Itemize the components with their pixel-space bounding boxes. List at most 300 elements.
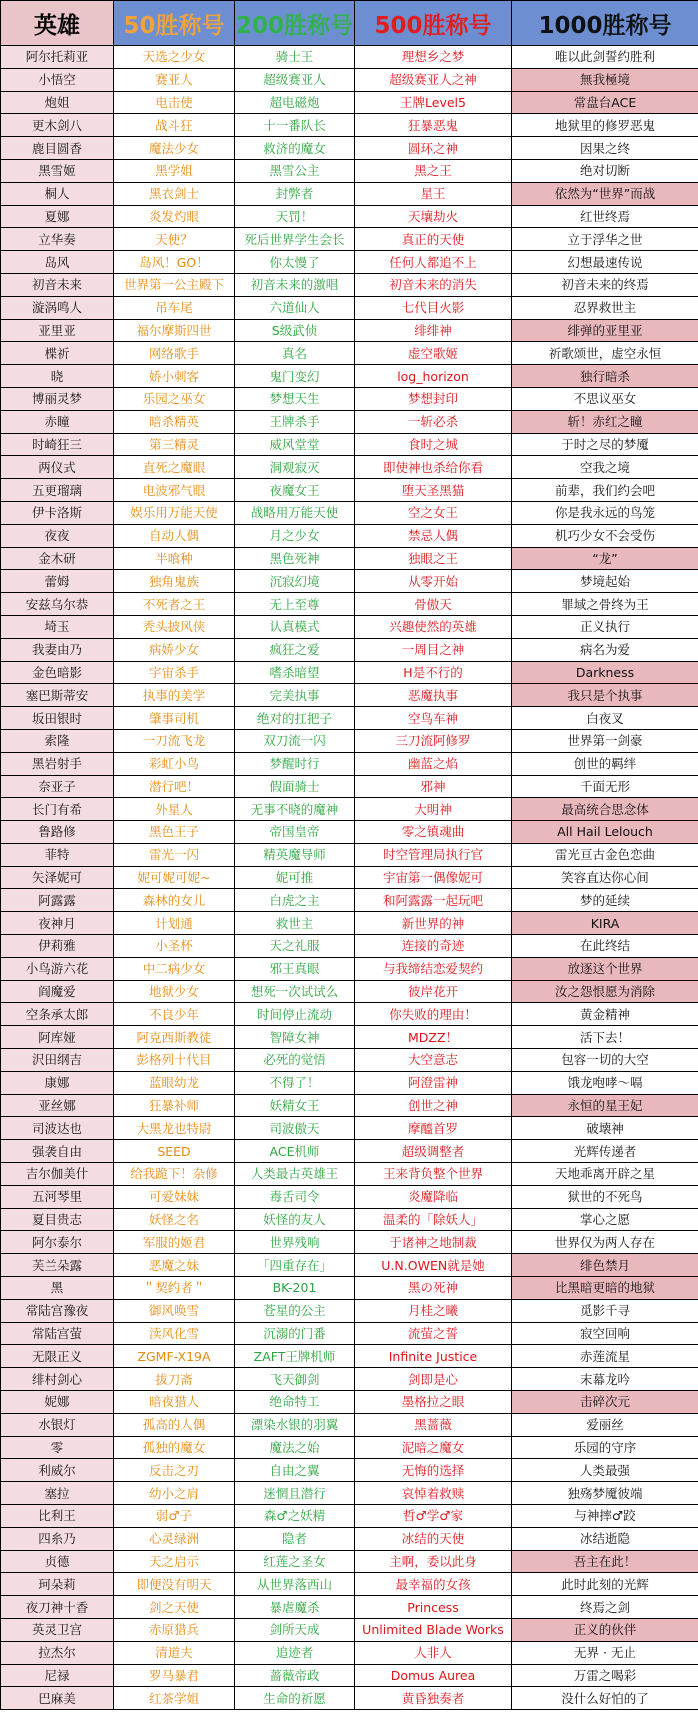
title-1000-cell: 绯色禁月 [512,1254,698,1277]
table-row [1,273,698,296]
title-200-cell: 夜魔女王 [235,479,355,502]
title-500-cell: 人非人 [355,1641,512,1664]
table-row [1,1254,698,1277]
title-1000-cell: 我只是个执事 [512,684,698,707]
title-200-cell: 天之礼服 [235,935,355,958]
title-50-cell: 清道夫 [114,1641,235,1664]
table-row [1,707,698,730]
title-1000-cell: 梦境起始 [512,570,698,593]
title-200-cell: 超级赛亚人 [235,68,355,91]
title-500-cell: 月桂之曦 [355,1299,512,1322]
title-1000-cell: 病名为爱 [512,638,698,661]
title-500-cell: 邪神 [355,775,512,798]
hero-name-cell: 四糸乃 [1,1527,114,1550]
title-500-cell: 一周目之神 [355,638,512,661]
hero-name-cell: 金色暗影 [1,661,114,684]
title-50-cell: 罗马暴君 [114,1664,235,1687]
table-row [1,501,698,524]
title-500-cell: 黑蔷薇 [355,1413,512,1436]
hero-name-cell: 利威尔 [1,1459,114,1482]
table-row [1,1185,698,1208]
title-200-cell: 迷惘且潜行 [235,1482,355,1505]
title-200-cell: 黑色死神 [235,547,355,570]
title-500-cell: 梦想封印 [355,387,512,410]
title-50-cell: 福尔摩斯四世 [114,319,235,342]
title-1000-cell: 正义执行 [512,615,698,638]
title-500-cell: 真正的天使 [355,228,512,251]
hero-name-cell: 强袭自由 [1,1140,114,1163]
title-500-cell: 零之镇魂曲 [355,821,512,844]
table-row [1,1277,698,1300]
hero-name-cell: 蕾姆 [1,570,114,593]
table-row [1,1049,698,1072]
title-200-cell: 死后世界学生会长 [235,228,355,251]
hero-name-cell: 两仪式 [1,456,114,479]
title-50-cell: 地狱少女 [114,980,235,1003]
hero-name-cell: 索隆 [1,729,114,752]
hero-name-cell: 空条承太郎 [1,1003,114,1026]
table-row [1,1345,698,1368]
table-row [1,1596,698,1619]
title-200-cell: 威风堂堂 [235,433,355,456]
hero-name-cell: 埼玉 [1,615,114,638]
title-1000-cell: 爱丽丝 [512,1413,698,1436]
title-50-cell: 娇小刺客 [114,365,235,388]
title-1000-cell: 于时之尽的梦魇 [512,433,698,456]
title-500-cell: 剑即是心 [355,1368,512,1391]
title-50-cell: 可爱妹妹 [114,1185,235,1208]
title-500-cell: 时空管理局执行官 [355,843,512,866]
hero-name-cell: 零 [1,1436,114,1459]
hero-name-cell: 奈亚子 [1,775,114,798]
hero-name-cell: 伊莉雅 [1,935,114,958]
title-50-cell: 半喰种 [114,547,235,570]
title-1000-cell: 万雷之喝彩 [512,1664,698,1687]
title-1000-cell: 饿龙咆哮～嗝 [512,1071,698,1094]
title-200-cell: 真名 [235,342,355,365]
title-200-cell: 红莲之圣女 [235,1550,355,1573]
title-50-cell: 彩虹小鸟 [114,752,235,775]
title-500-cell: 泥暗之魔女 [355,1436,512,1459]
title-500-cell: 哲♂学♂家 [355,1505,512,1528]
hero-name-cell: 鲁路修 [1,821,114,844]
title-1000-cell: 永恒的星王妃 [512,1094,698,1117]
hero-name-cell: 拉杰尔 [1,1641,114,1664]
hero-name-cell: 黑 [1,1277,114,1300]
table-row [1,843,698,866]
title-200-cell: 妮可推 [235,866,355,889]
title-1000-cell: 活下去！ [512,1026,698,1049]
title-200-cell: 绝命特工 [235,1391,355,1414]
title-50-cell: 不死者之王 [114,593,235,616]
title-200-cell: S级武侦 [235,319,355,342]
hero-name-cell: 时崎狂三 [1,433,114,456]
title-200-cell: 双刀流一闪 [235,729,355,752]
hero-name-cell: 长门有希 [1,798,114,821]
hero-name-cell: 我妻由乃 [1,638,114,661]
title-200-cell: 追迹者 [235,1641,355,1664]
title-1000-cell: 赤莲流星 [512,1345,698,1368]
hero-name-cell: 夏目贵志 [1,1208,114,1231]
table-row [1,980,698,1003]
title-50-cell: 肇事司机 [114,707,235,730]
title-200-cell: 救世主 [235,912,355,935]
title-50-cell: 暗夜猎人 [114,1391,235,1414]
hero-name-cell: 夜神月 [1,912,114,935]
title-50-cell: 小圣杯 [114,935,235,958]
title-50-cell: 不良少年 [114,1003,235,1026]
table-row [1,1687,698,1710]
hero-name-cell: 夜夜 [1,524,114,547]
hero-name-cell: 楪祈 [1,342,114,365]
table-row [1,1527,698,1550]
title-500-cell: 与我缔结恋爱契约 [355,957,512,980]
hero-name-cell: 绯村剑心 [1,1368,114,1391]
title-200-cell: 隐者 [235,1527,355,1550]
header-1000-wins: 1000胜称号 [512,1,698,46]
table-row [1,137,698,160]
title-1000-cell: 冰结逝隐 [512,1527,698,1550]
title-50-cell: 弱♂子 [114,1505,235,1528]
hero-name-cell: 康娜 [1,1071,114,1094]
hero-name-cell: 夏娜 [1,205,114,228]
hero-name-cell: 桐人 [1,182,114,205]
title-1000-cell: 世界仅为两人存在 [512,1231,698,1254]
title-1000-cell: Darkness [512,661,698,684]
hero-name-cell: 珂朵莉 [1,1573,114,1596]
title-200-cell: 无上至尊 [235,593,355,616]
title-50-cell: 即便没有明天 [114,1573,235,1596]
title-200-cell: ZAFT王牌机师 [235,1345,355,1368]
title-50-cell: 天使？ [114,228,235,251]
header-hero: 英雄 [1,1,114,46]
hero-name-cell: 比利王 [1,1505,114,1528]
title-200-cell: 帝国皇帝 [235,821,355,844]
title-500-cell: 堕天圣黑猫 [355,479,512,502]
hero-name-cell: 阿尔泰尔 [1,1231,114,1254]
table-body [1,46,698,1710]
hero-name-cell: 塞拉 [1,1482,114,1505]
title-50-cell: 雷光一闪 [114,843,235,866]
title-500-cell: 你失败的理由！ [355,1003,512,1026]
hero-name-cell: 妮娜 [1,1391,114,1414]
title-200-cell: 司波傲天 [235,1117,355,1140]
hero-name-cell: 鹿目圆香 [1,137,114,160]
title-500-cell: 阿澄雷神 [355,1071,512,1094]
title-1000-cell: 黄金精神 [512,1003,698,1026]
title-50-cell: 执事的美学 [114,684,235,707]
table-row [1,342,698,365]
table-row [1,1163,698,1186]
title-200-cell: 魔法之始 [235,1436,355,1459]
title-1000-cell: 此时此刻的光辉 [512,1573,698,1596]
title-500-cell: 三刀流阿修罗 [355,729,512,752]
hero-name-cell: 尼禄 [1,1664,114,1687]
table-row [1,1003,698,1026]
title-500-cell: 空鸟车神 [355,707,512,730]
table-row [1,251,698,274]
hero-name-cell: 安兹乌尔恭 [1,593,114,616]
table-row [1,1391,698,1414]
title-50-cell: SEED [114,1140,235,1163]
title-50-cell: 独角鬼族 [114,570,235,593]
title-1000-cell: 包容一切的大空 [512,1049,698,1072]
table-row [1,752,698,775]
title-50-cell: 阿克西斯教徒 [114,1026,235,1049]
title-200-cell: 绝对的扛把子 [235,707,355,730]
title-50-cell: 赛亚人 [114,68,235,91]
title-1000-cell: “龙” [512,547,698,570]
title-200-cell: 妖怪的友人 [235,1208,355,1231]
hero-name-cell: 亚丝娜 [1,1094,114,1117]
title-500-cell: 于诸神之地制裁 [355,1231,512,1254]
title-1000-cell: 终焉之剑 [512,1596,698,1619]
table-row [1,1482,698,1505]
title-200-cell: 邪王真眼 [235,957,355,980]
title-500-cell: Unlimited Blade Works [355,1618,512,1641]
title-500-cell: 绯绯神 [355,319,512,342]
title-1000-cell: 乐园的守序 [512,1436,698,1459]
hero-name-cell: 晓 [1,365,114,388]
title-50-cell: 渎风化雪 [114,1322,235,1345]
table-row [1,456,698,479]
title-1000-cell: 前辈，我们约会吧 [512,479,698,502]
title-200-cell: 天罚！ [235,205,355,228]
title-50-cell: 战斗狂 [114,114,235,137]
title-500-cell: 七代目火影 [355,296,512,319]
table-row [1,410,698,433]
title-500-cell: 宇宙第一偶像妮可 [355,866,512,889]
hero-name-cell: 常陆宫萤 [1,1322,114,1345]
title-200-cell: 漂染水银的羽翼 [235,1413,355,1436]
table-row [1,866,698,889]
title-200-cell: 从世界落西山 [235,1573,355,1596]
title-1000-cell: 斩！赤红之瞳 [512,410,698,433]
hero-name-cell: 阎魔爱 [1,980,114,1003]
title-200-cell: 世界残响 [235,1231,355,1254]
table-row [1,46,698,69]
title-500-cell: 最幸福的女孩 [355,1573,512,1596]
title-50-cell: 红茶学姐 [114,1687,235,1710]
table-row [1,228,698,251]
title-50-cell: 岛风！GO！ [114,251,235,274]
title-50-cell: 御风唤雪 [114,1299,235,1322]
title-1000-cell: 梦的延续 [512,889,698,912]
title-500-cell: H是不行的 [355,661,512,684]
title-200-cell: 暴虐魔杀 [235,1596,355,1619]
title-500-cell: MDZZ！ [355,1026,512,1049]
hero-name-cell: 巴麻美 [1,1687,114,1710]
title-50-cell: 给我跪下！杂修 [114,1163,235,1186]
title-50-cell: 狂暴补师 [114,1094,235,1117]
title-1000-cell: 汝之怨恨愿为消除 [512,980,698,1003]
hero-name-cell: 无限正义 [1,1345,114,1368]
table-row [1,1208,698,1231]
table-row [1,1505,698,1528]
table-row [1,1368,698,1391]
title-200-cell: 十一番队长 [235,114,355,137]
title-200-cell: 洞观寂灭 [235,456,355,479]
title-500-cell: 哀悼着救赎 [355,1482,512,1505]
title-50-cell: 电击使 [114,91,235,114]
title-1000-cell: 因果之终 [512,137,698,160]
hero-name-cell: 五河琴里 [1,1185,114,1208]
title-1000-cell: 罪域之骨终为王 [512,593,698,616]
title-1000-cell: 吾主在此！ [512,1550,698,1573]
title-1000-cell: 最高统合思念体 [512,798,698,821]
title-1000-cell: 你是我永远的鸟笼 [512,501,698,524]
table-row [1,1573,698,1596]
title-1000-cell: 狱世的不死鸟 [512,1185,698,1208]
title-500-cell: 恶魔执事 [355,684,512,707]
title-50-cell: 蓝眼幼龙 [114,1071,235,1094]
title-500-cell: 理想乡之梦 [355,46,512,69]
title-50-cell: 黑衣剑士 [114,182,235,205]
title-200-cell: 救济的魔女 [235,137,355,160]
table-row [1,1026,698,1049]
title-500-cell: 虚空歌姬 [355,342,512,365]
title-50-cell: 赤原猎兵 [114,1618,235,1641]
title-50-cell: 世界第一公主殿下 [114,273,235,296]
title-50-cell: 中二病少女 [114,957,235,980]
title-500-cell: 炎魔降临 [355,1185,512,1208]
hero-name-cell: 博丽灵梦 [1,387,114,410]
title-1000-cell: 红世终焉 [512,205,698,228]
table-row [1,1664,698,1687]
table-row [1,1550,698,1573]
hero-name-cell: 立华奏 [1,228,114,251]
hero-name-cell: 岛风 [1,251,114,274]
hero-name-cell: 坂田银时 [1,707,114,730]
title-1000-cell: 常盘台ACE [512,91,698,114]
title-500-cell: 骨傲天 [355,593,512,616]
title-200-cell: 沉溺的门番 [235,1322,355,1345]
title-200-cell: 嗜杀暗望 [235,661,355,684]
title-200-cell: 战略用万能天使 [235,501,355,524]
hero-name-cell: 小悟空 [1,68,114,91]
title-1000-cell: 在此终结 [512,935,698,958]
title-500-cell: 王牌Level5 [355,91,512,114]
hero-name-cell: 常陆宫豫夜 [1,1299,114,1322]
title-500-cell: 幽蓝之焰 [355,752,512,775]
title-500-cell: 王来背负整个世界 [355,1163,512,1186]
hero-name-cell: 阿尔托莉亚 [1,46,114,69]
title-500-cell: 黑之王 [355,159,512,182]
title-50-cell: 森林的女儿 [114,889,235,912]
title-50-cell: 娱乐用万能天使 [114,501,235,524]
table-row [1,68,698,91]
title-50-cell: 秃头披风侠 [114,615,235,638]
title-500-cell: 新世界的神 [355,912,512,935]
table-row [1,638,698,661]
title-500-cell: 主啊，委以此身 [355,1550,512,1573]
table-row [1,524,698,547]
title-500-cell: Domus Aurea [355,1664,512,1687]
title-500-cell: 从零开始 [355,570,512,593]
title-200-cell: 「四重存在」 [235,1254,355,1277]
hero-name-cell: 夜刀神十香 [1,1596,114,1619]
table-row [1,593,698,616]
title-500-cell: 一斩必杀 [355,410,512,433]
title-1000-cell: 末幕龙吟 [512,1368,698,1391]
title-500-cell: 兴趣使然的英雄 [355,615,512,638]
title-50-cell: 乐园之巫女 [114,387,235,410]
title-200-cell: 鬼门变幻 [235,365,355,388]
title-200-cell: BK-201 [235,1277,355,1300]
hero-name-cell: 赤瞳 [1,410,114,433]
title-500-cell: 超级赛亚人之神 [355,68,512,91]
hero-name-cell: 五更瑠璃 [1,479,114,502]
title-200-cell: 沉寂幻境 [235,570,355,593]
table-row [1,1618,698,1641]
hero-name-cell: 黑雪姬 [1,159,114,182]
title-50-cell: 恶魔之妹 [114,1254,235,1277]
title-50-cell: ZGMF-X19A [114,1345,235,1368]
title-1000-cell: 无界 · 无止 [512,1641,698,1664]
title-50-cell: 天选之少女 [114,46,235,69]
table-row [1,889,698,912]
title-500-cell: 禁忌人偶 [355,524,512,547]
table-row [1,1299,698,1322]
title-50-cell: 反击之刃 [114,1459,235,1482]
title-50-cell: 炎发灼眼 [114,205,235,228]
title-1000-cell: 立于浮华之世 [512,228,698,251]
hero-name-cell: 芙兰朵露 [1,1254,114,1277]
title-50-cell: 一刀流飞龙 [114,729,235,752]
title-1000-cell: 無我極境 [512,68,698,91]
hero-name-cell: 阿库娅 [1,1026,114,1049]
title-50-cell: 自动人偶 [114,524,235,547]
title-200-cell: ACE机师 [235,1140,355,1163]
hero-name-cell: 吉尔伽美什 [1,1163,114,1186]
title-200-cell: 王牌杀手 [235,410,355,433]
table-row [1,114,698,137]
title-1000-cell: 依然为“世界”而战 [512,182,698,205]
title-200-cell: 生命的祈愿 [235,1687,355,1710]
table-row [1,1071,698,1094]
title-1000-cell: 白夜叉 [512,707,698,730]
hero-name-cell: 亚里亚 [1,319,114,342]
title-50-cell: 孤高的人偶 [114,1413,235,1436]
title-200-cell: 毒舌司令 [235,1185,355,1208]
title-200-cell: 飞天御剑 [235,1368,355,1391]
table-row [1,957,698,980]
title-1000-cell: 世界第一剑豪 [512,729,698,752]
hero-name-cell: 水银灯 [1,1413,114,1436]
title-50-cell: 电波邪气眼 [114,479,235,502]
title-500-cell: U.N.OWEN就是她 [355,1254,512,1277]
hero-name-cell: 漩涡鸣人 [1,296,114,319]
title-500-cell: 流萤之誓 [355,1322,512,1345]
hero-name-cell: 塞巴斯蒂安 [1,684,114,707]
title-200-cell: 认真模式 [235,615,355,638]
title-1000-cell: 唯以此剑誓约胜利 [512,46,698,69]
title-50-cell: ＂契约者＂ [114,1277,235,1300]
hero-name-cell: 金木研 [1,547,114,570]
table-row [1,387,698,410]
title-1000-cell: 忍界救世主 [512,296,698,319]
title-1000-cell: 掌心之愿 [512,1208,698,1231]
title-50-cell: 暗杀精英 [114,410,235,433]
title-200-cell: 精英魔导师 [235,843,355,866]
hero-name-cell: 初音未来 [1,273,114,296]
title-50-cell: 魔法少女 [114,137,235,160]
title-1000-cell: 光辉传递者 [512,1140,698,1163]
title-200-cell: 森♂之妖精 [235,1505,355,1528]
title-200-cell: 梦想天生 [235,387,355,410]
title-50-cell: 军服的姬君 [114,1231,235,1254]
title-200-cell: 智障女神 [235,1026,355,1049]
